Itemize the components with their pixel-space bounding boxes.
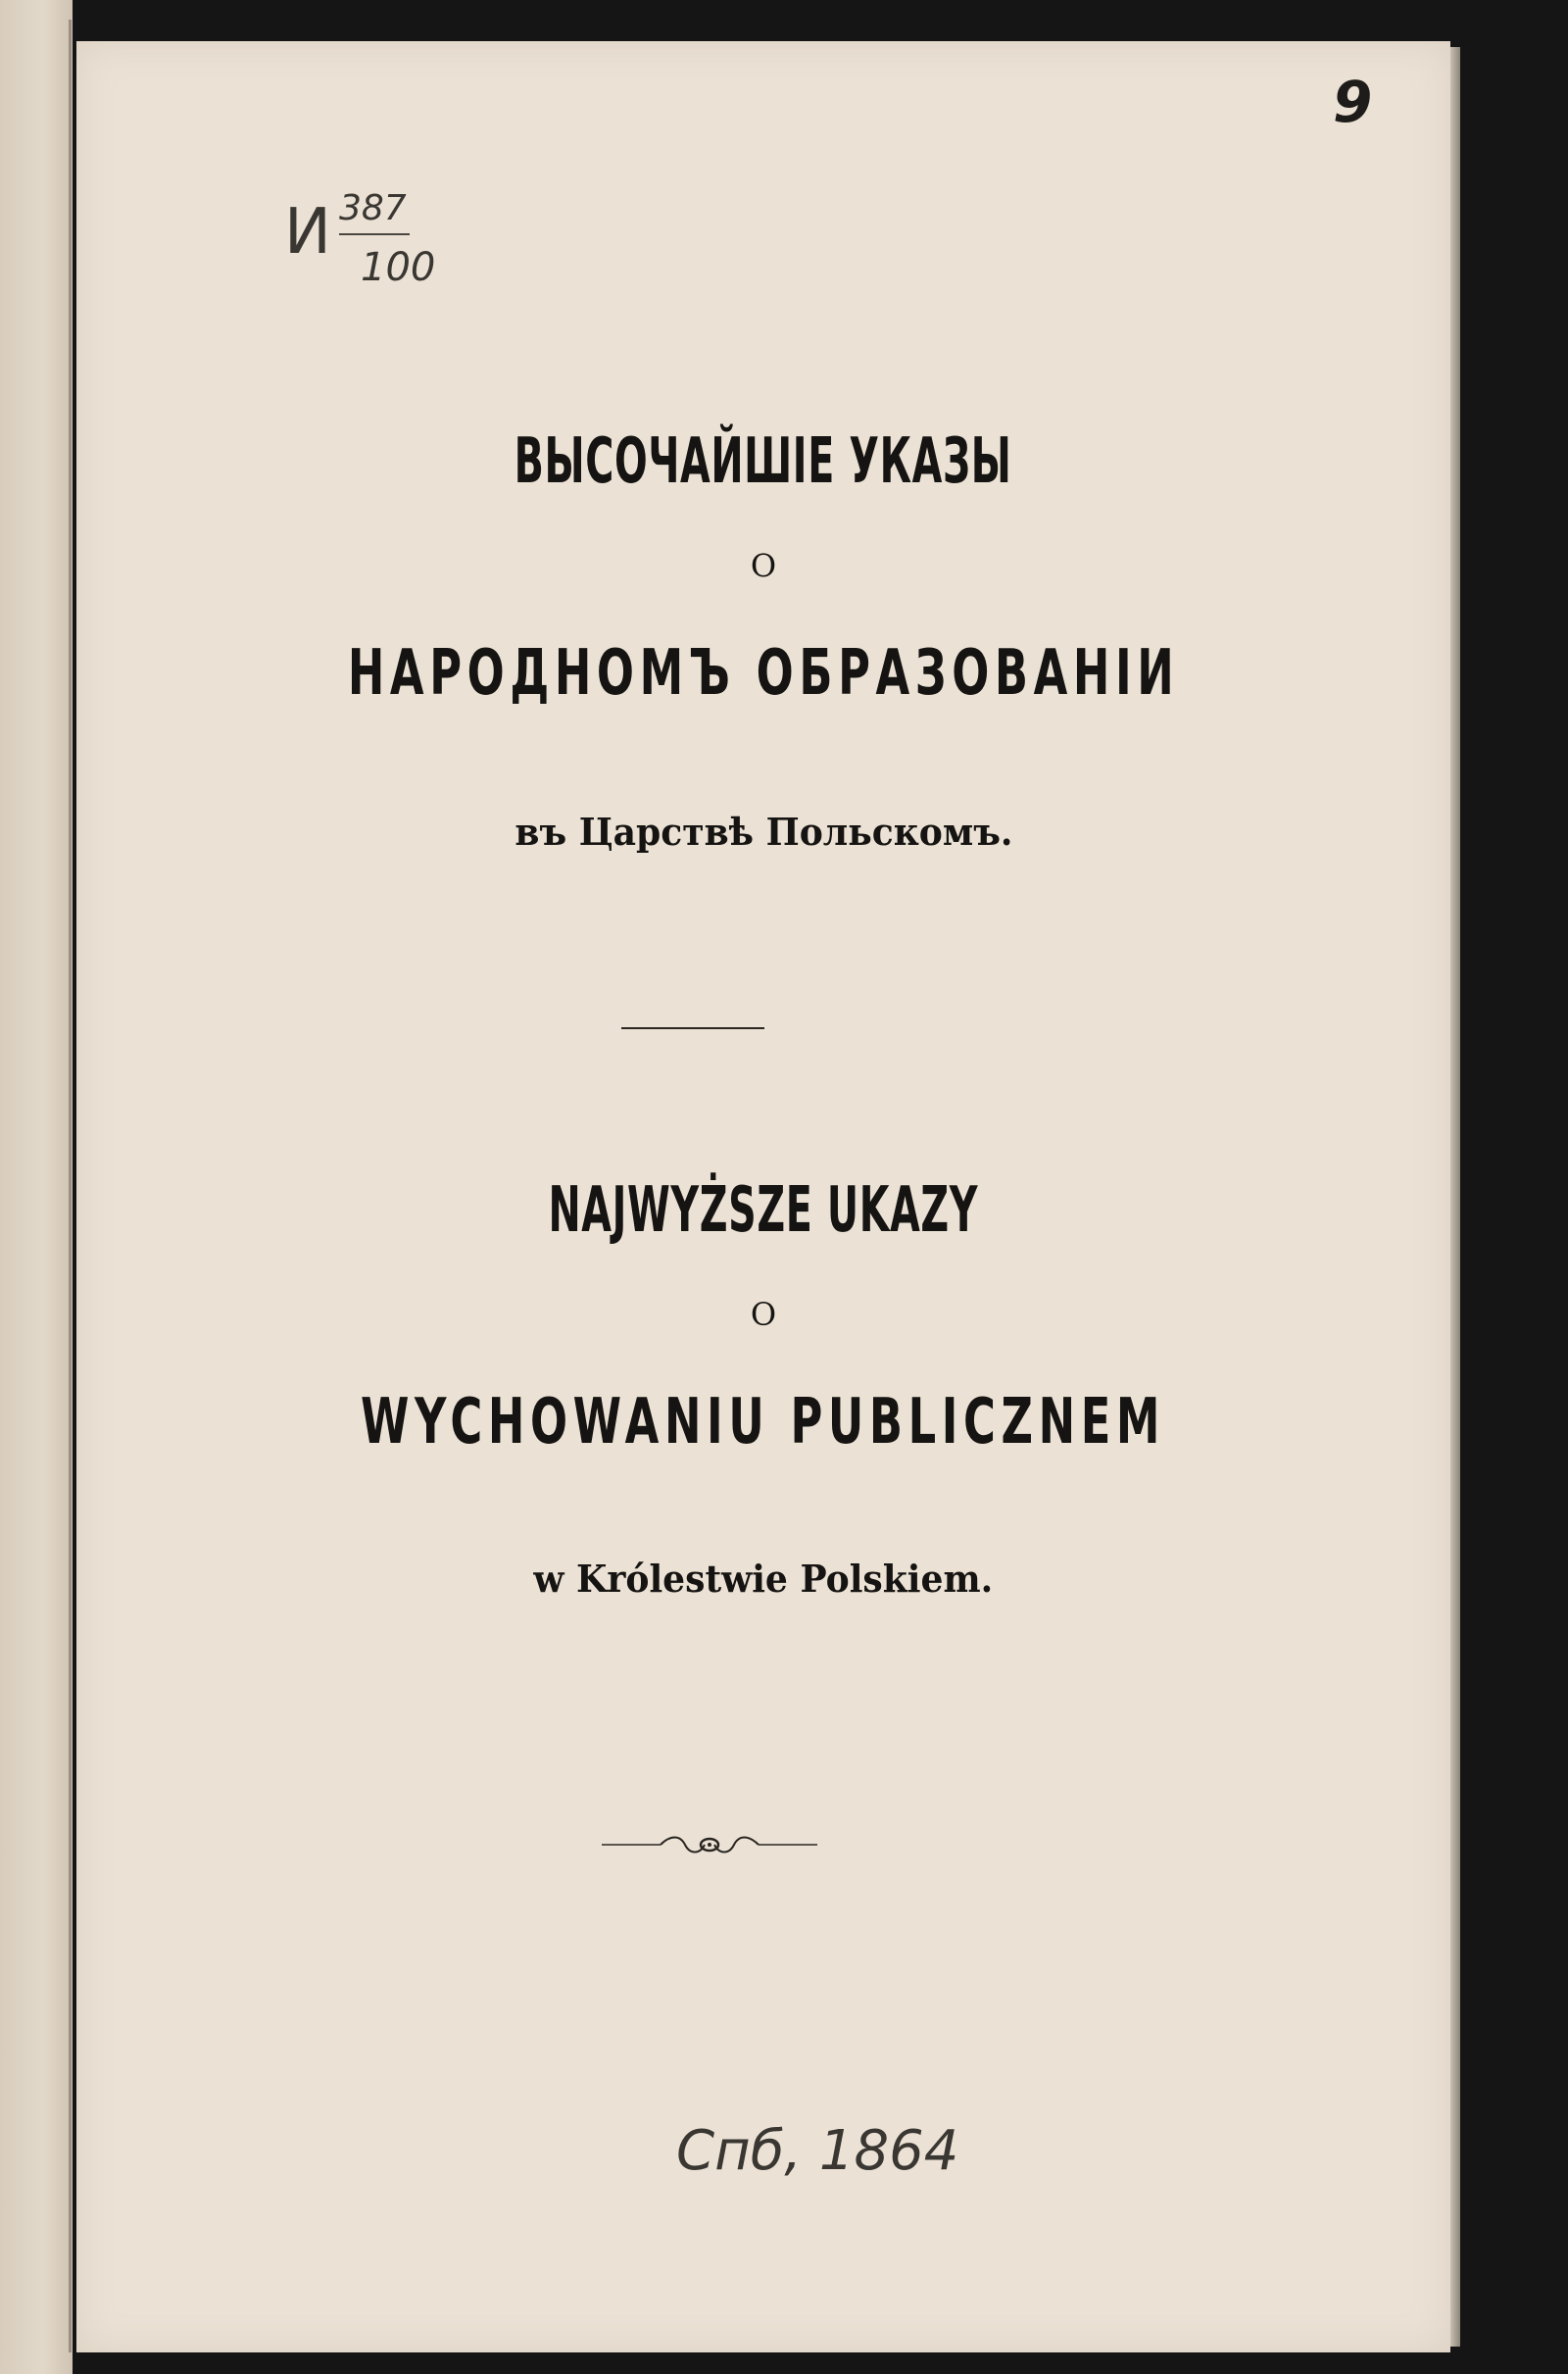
polish-region: w Królestwie Polskiem. <box>533 1557 994 1601</box>
previous-leaf-edge <box>0 0 73 2374</box>
ornament-flourish <box>602 1825 817 1864</box>
russian-subject-line <box>76 637 1450 710</box>
russian-region: въ Царствѣ Польскомъ. <box>514 810 1013 854</box>
separator-rule <box>621 1027 764 1029</box>
polish-preposition: O <box>750 1296 777 1333</box>
shelfmark-top-number: 387 <box>339 188 407 228</box>
russian-title: ВЫСОЧАЙШІЕ УКАЗЫ <box>514 425 1012 498</box>
polish-title-line <box>76 1174 1450 1247</box>
polish-subject: WYCHOWANIU PUBLICZNEM <box>361 1386 1166 1459</box>
page-edge-shadow <box>1450 47 1460 2347</box>
shelfmark-letter: И <box>284 196 331 269</box>
russian-title-line <box>76 425 1450 498</box>
title-page <box>76 41 1450 2352</box>
shelfmark-fraction-line <box>339 233 410 235</box>
russian-region-line <box>76 810 1450 854</box>
polish-region-line <box>76 1557 1450 1601</box>
polish-title: NAJWYŻSZE UKAZY <box>548 1174 979 1247</box>
handwritten-place-date: Спб, 1864 <box>676 2119 959 2183</box>
shelfmark-bottom-number: 100 <box>361 245 436 290</box>
russian-subject: НАРОДНОМЪ ОБРАЗОВАНІИ <box>347 637 1180 710</box>
russian-preposition: О <box>750 547 777 584</box>
polish-subject-line <box>76 1386 1450 1459</box>
binding-line <box>69 20 72 2352</box>
page-number-handwritten: 9 <box>1333 69 1373 135</box>
